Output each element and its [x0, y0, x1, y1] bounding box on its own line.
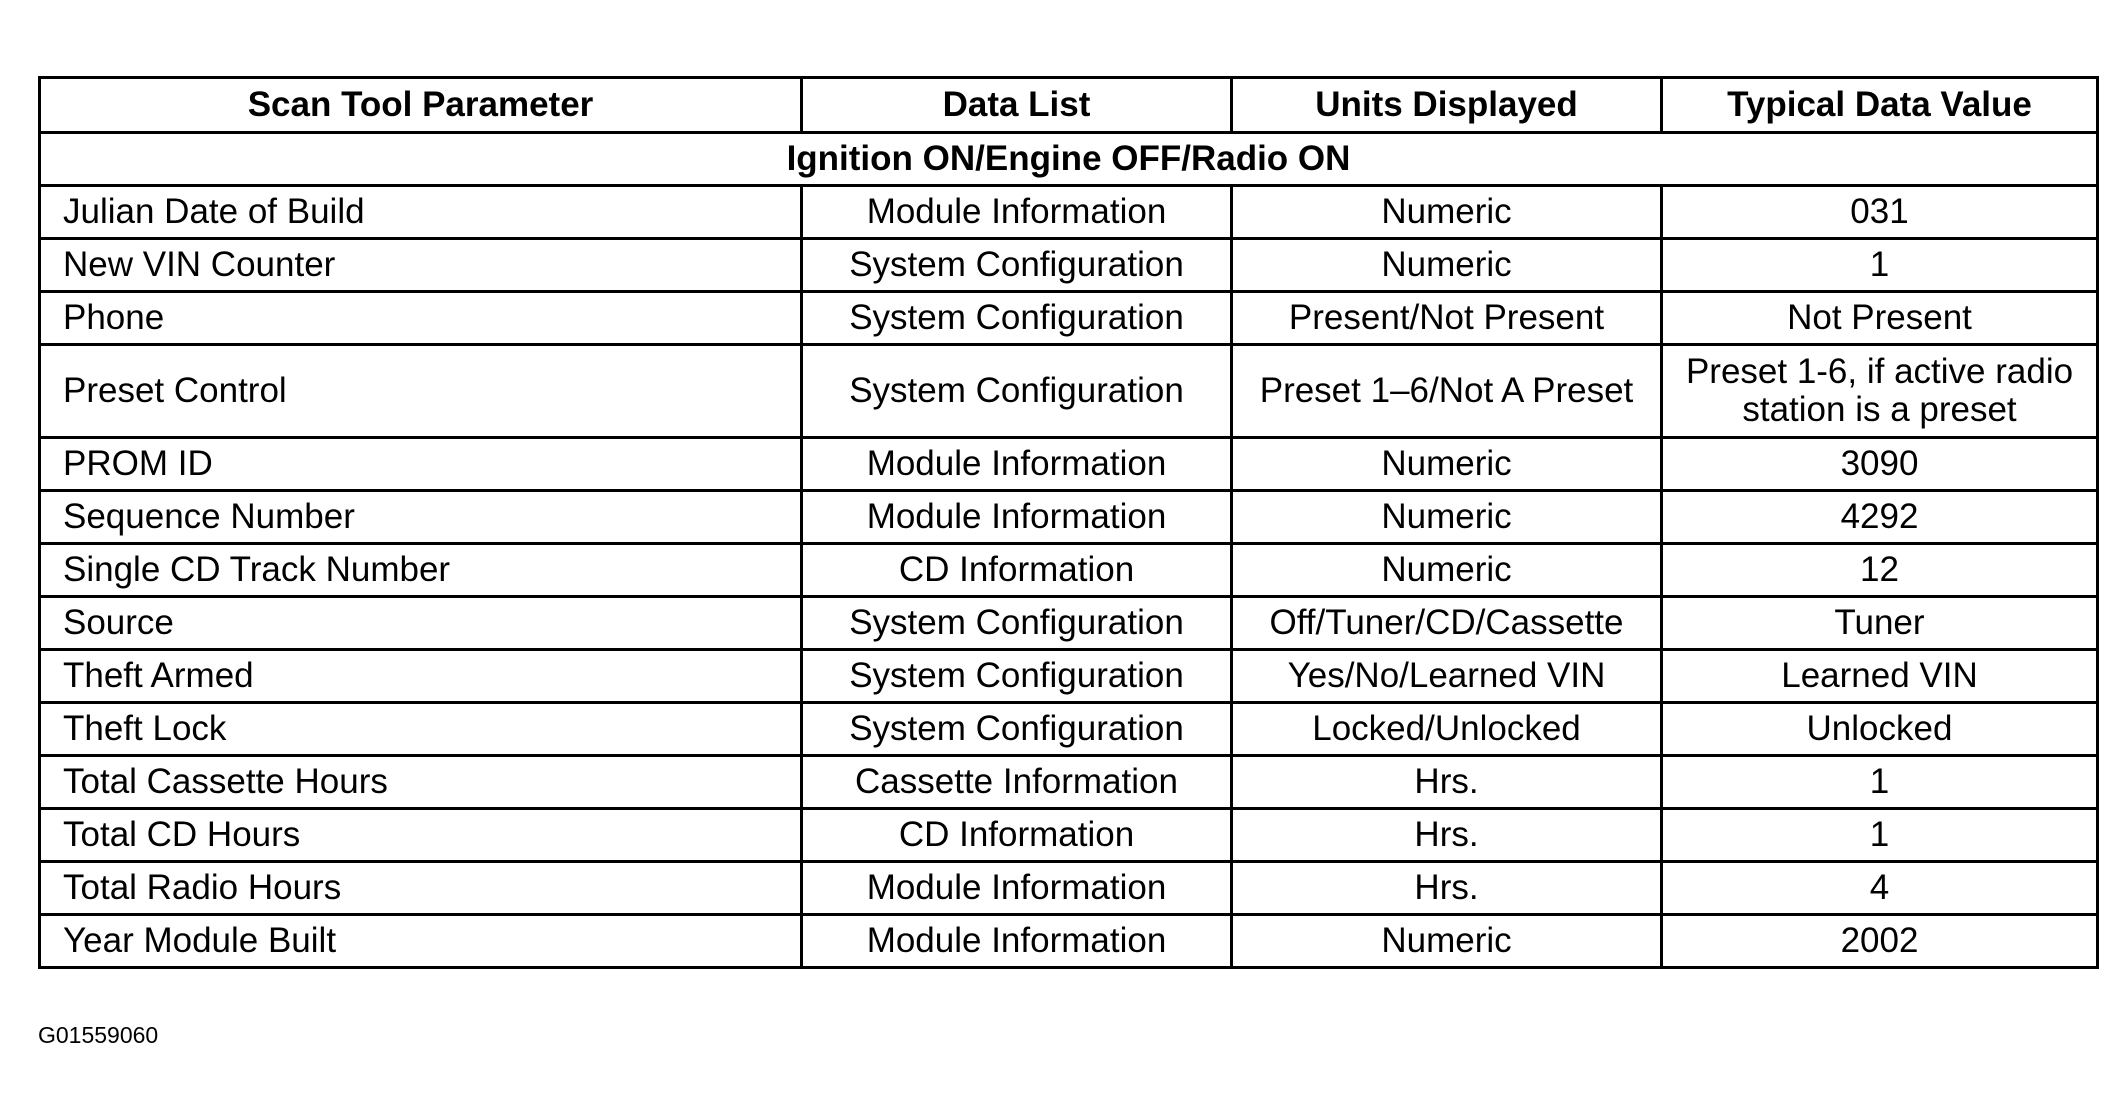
scan-tool-data-table [38, 76, 2099, 969]
cell-parameter: Single CD Track Number [40, 544, 802, 597]
cell-parameter: Theft Armed [40, 650, 802, 703]
cell-units: Hrs. [1232, 756, 1662, 809]
cell-units: Hrs. [1232, 809, 1662, 862]
cell-data-list: System Configuration [802, 703, 1232, 756]
header-row [40, 78, 2098, 133]
cell-typical-value: 3090 [1662, 438, 2098, 491]
cell-typical-value: 4 [1662, 862, 2098, 915]
cell-data-list: Module Information [802, 862, 1232, 915]
cell-typical-value: 031 [1662, 186, 2098, 239]
cell-typical-value: Learned VIN [1662, 650, 2098, 703]
cell-units: Numeric [1232, 438, 1662, 491]
figure-id: G01559060 [38, 1022, 159, 1048]
cell-units: Off/Tuner/CD/Cassette [1232, 597, 1662, 650]
table-row [40, 438, 2098, 491]
cell-parameter: Preset Control [40, 345, 802, 438]
table-row [40, 862, 2098, 915]
cell-units: Hrs. [1232, 862, 1662, 915]
header-units-displayed: Units Displayed [1232, 78, 1662, 133]
cell-data-list: System Configuration [802, 239, 1232, 292]
table-row [40, 703, 2098, 756]
cell-units: Numeric [1232, 915, 1662, 968]
cell-typical-value: Preset 1-6, if active radio station is a preset [1662, 345, 2098, 438]
cell-data-list: CD Information [802, 544, 1232, 597]
table-row [40, 239, 2098, 292]
cell-parameter: Sequence Number [40, 491, 802, 544]
cell-typical-value: Not Present [1662, 292, 2098, 345]
cell-parameter: Total CD Hours [40, 809, 802, 862]
cell-units: Yes/No/Learned VIN [1232, 650, 1662, 703]
cell-units: Present/Not Present [1232, 292, 1662, 345]
cell-typical-value: 12 [1662, 544, 2098, 597]
cell-typical-value: 1 [1662, 239, 2098, 292]
table-row [40, 292, 2098, 345]
cell-typical-value: 4292 [1662, 491, 2098, 544]
cell-typical-value: 2002 [1662, 915, 2098, 968]
cell-data-list: CD Information [802, 809, 1232, 862]
cell-units: Numeric [1232, 491, 1662, 544]
cell-parameter: Source [40, 597, 802, 650]
cell-parameter: Total Radio Hours [40, 862, 802, 915]
header-scan-tool-parameter: Scan Tool Parameter [40, 78, 802, 133]
cell-data-list: System Configuration [802, 292, 1232, 345]
cell-parameter: Theft Lock [40, 703, 802, 756]
section-row [40, 133, 2098, 186]
table-row [40, 915, 2098, 968]
cell-units: Numeric [1232, 239, 1662, 292]
cell-parameter: Total Cassette Hours [40, 756, 802, 809]
table-row [40, 186, 2098, 239]
cell-data-list: Module Information [802, 438, 1232, 491]
table-row [40, 491, 2098, 544]
table-row [40, 809, 2098, 862]
cell-data-list: Module Information [802, 186, 1232, 239]
cell-data-list: System Configuration [802, 597, 1232, 650]
header-data-list: Data List [802, 78, 1232, 133]
table-row [40, 345, 2098, 438]
cell-typical-value: Unlocked [1662, 703, 2098, 756]
cell-data-list: Module Information [802, 915, 1232, 968]
cell-parameter: Julian Date of Build [40, 186, 802, 239]
cell-parameter: Year Module Built [40, 915, 802, 968]
cell-data-list: System Configuration [802, 345, 1232, 438]
table-row [40, 597, 2098, 650]
cell-data-list: Module Information [802, 491, 1232, 544]
cell-units: Preset 1–6/Not A Preset [1232, 345, 1662, 438]
cell-parameter: New VIN Counter [40, 239, 802, 292]
table-row [40, 544, 2098, 597]
table-row [40, 650, 2098, 703]
cell-typical-value: Tuner [1662, 597, 2098, 650]
cell-data-list: Cassette Information [802, 756, 1232, 809]
cell-typical-value: 1 [1662, 809, 2098, 862]
table-row [40, 756, 2098, 809]
cell-parameter: PROM ID [40, 438, 802, 491]
header-typical-data-value: Typical Data Value [1662, 78, 2098, 133]
cell-units: Locked/Unlocked [1232, 703, 1662, 756]
cell-typical-value: 1 [1662, 756, 2098, 809]
cell-data-list: System Configuration [802, 650, 1232, 703]
cell-units: Numeric [1232, 544, 1662, 597]
cell-units: Numeric [1232, 186, 1662, 239]
cell-parameter: Phone [40, 292, 802, 345]
section-title: Ignition ON/Engine OFF/Radio ON [40, 133, 2098, 186]
